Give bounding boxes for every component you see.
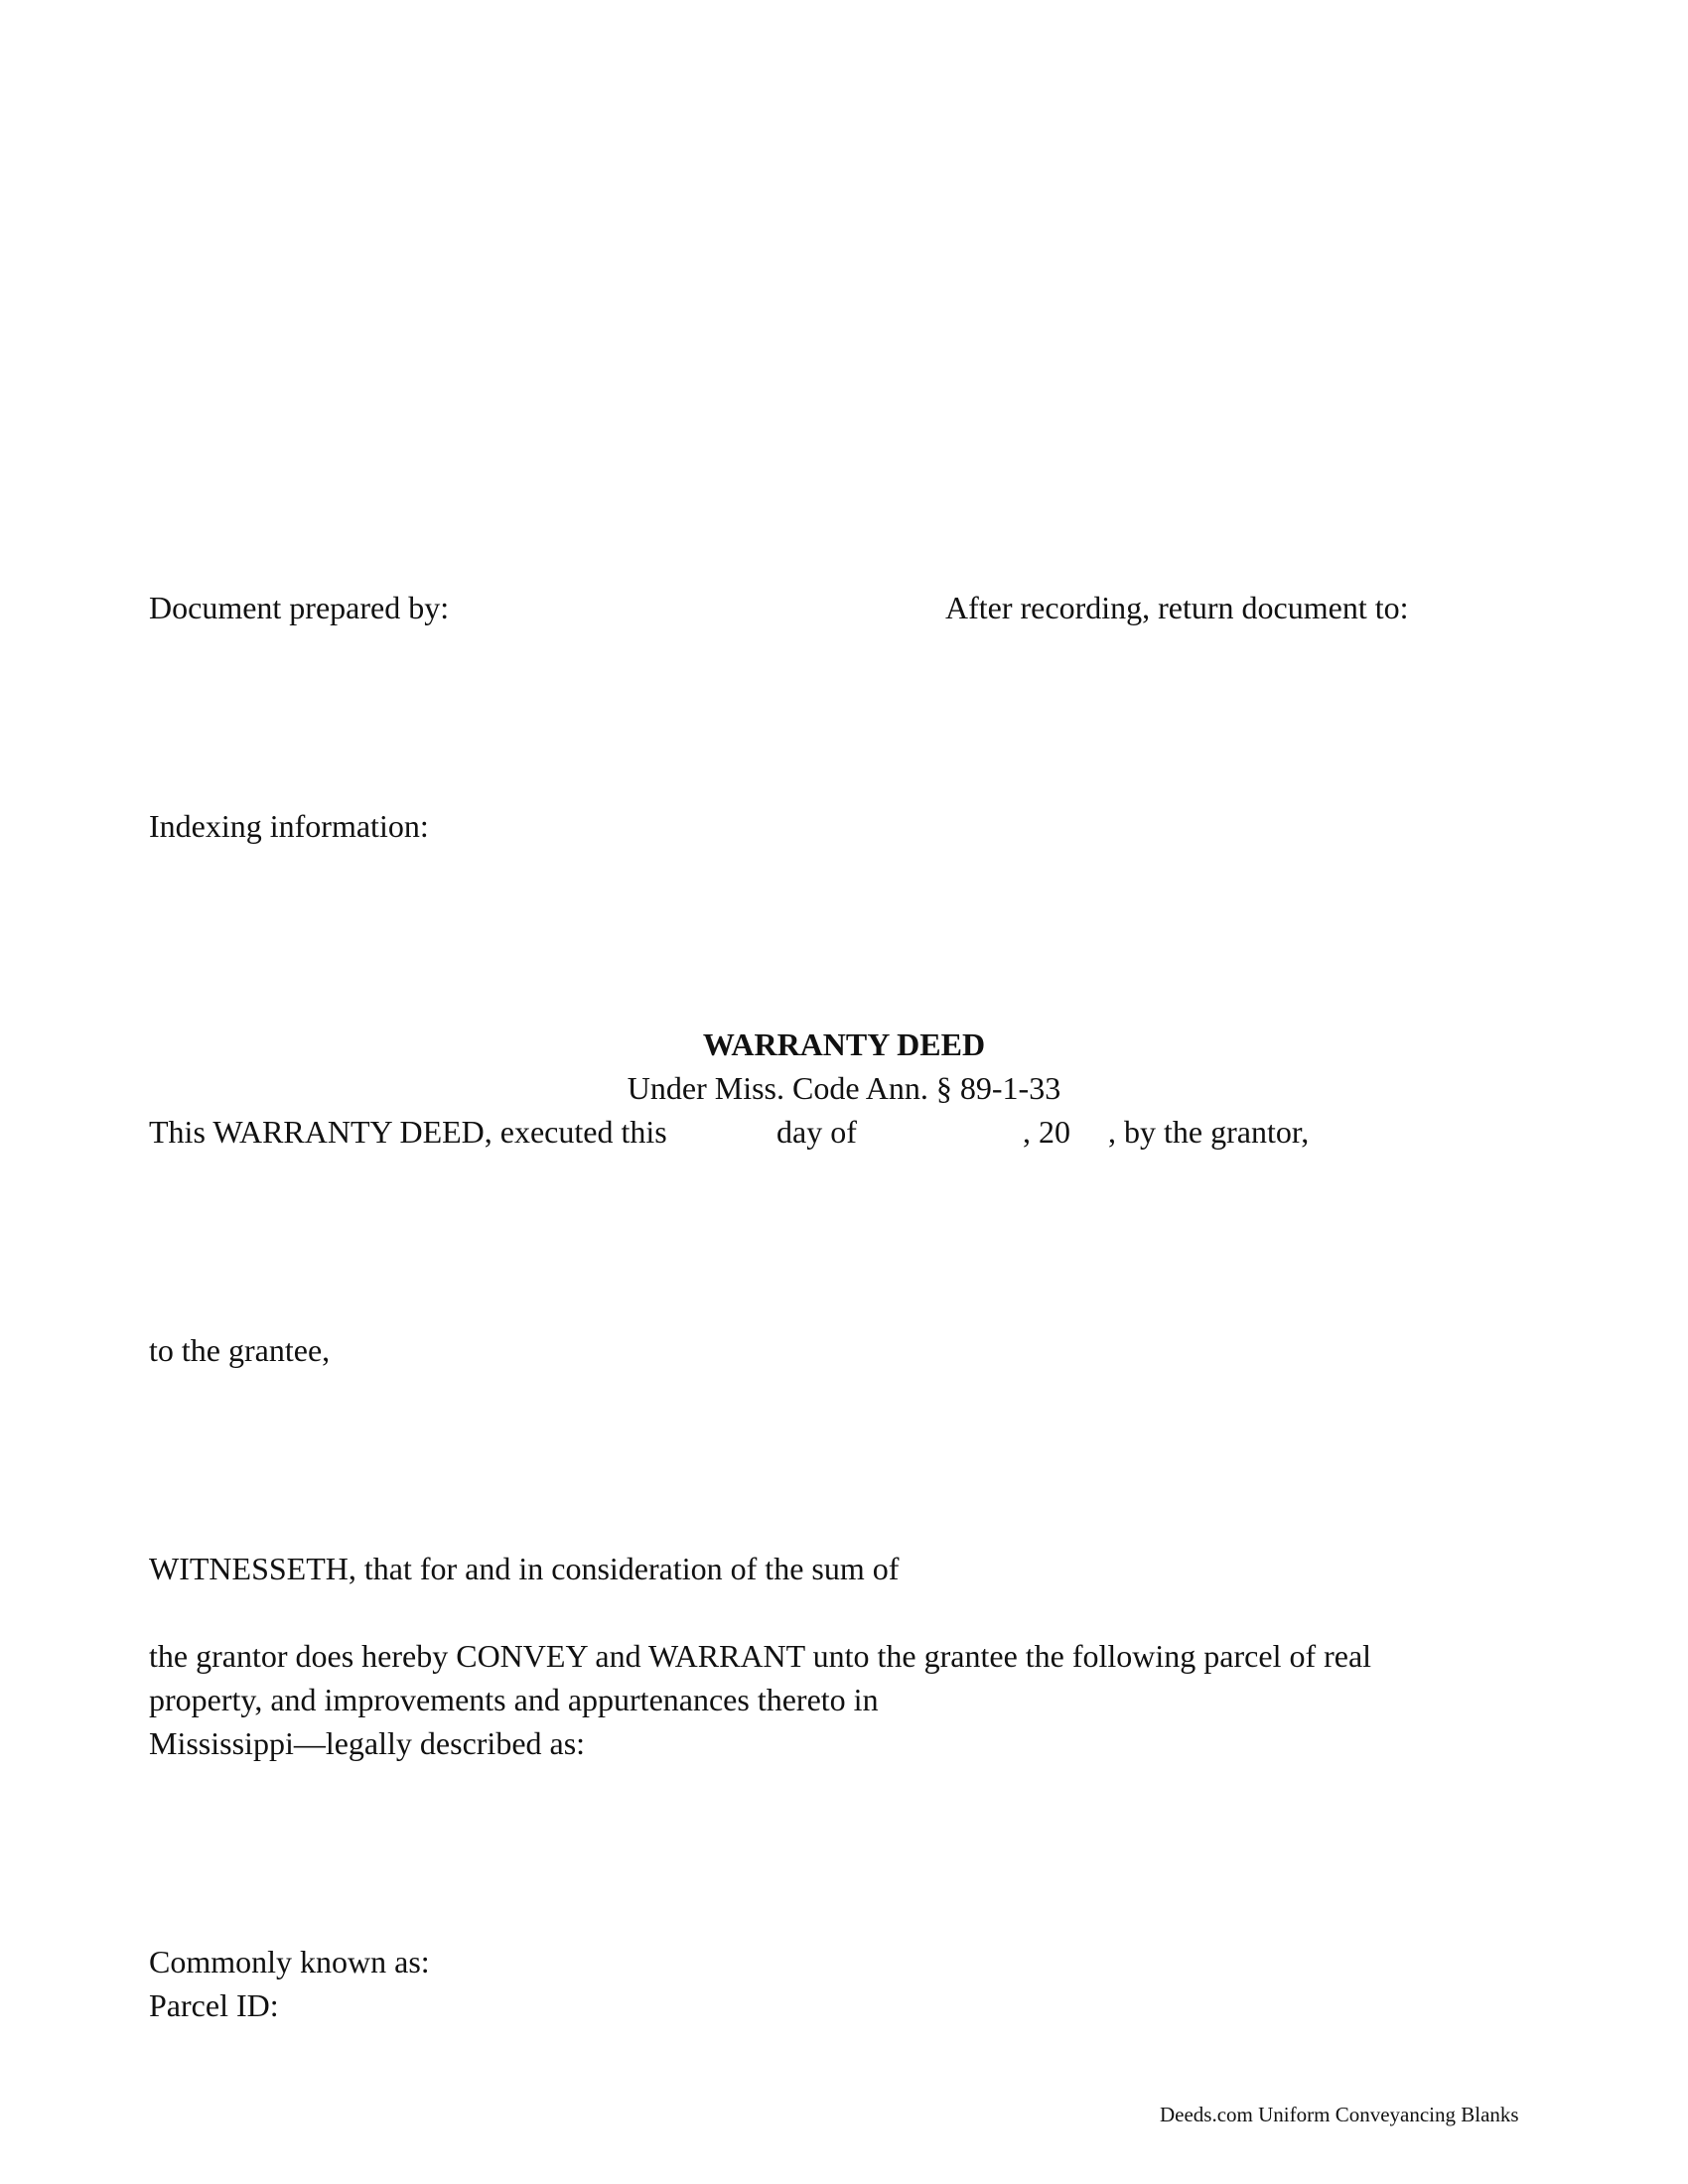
indexing-label: Indexing information: — [149, 808, 429, 844]
parcel-id-label: Parcel ID: — [149, 1987, 279, 2023]
conveyance-line-1: the grantor does hereby CONVEY and WARRANT unto the grantee the following parcel of real — [149, 1638, 1372, 1674]
execution-year-prefix: , 20 — [1023, 1114, 1070, 1150]
footer-text: Deeds.com Uniform Conveyancing Blanks — [1160, 2103, 1519, 2126]
witnesseth-clause: WITNESSETH, that for and in consideration of the sum of — [149, 1551, 900, 1586]
document-title: WARRANTY DEED — [702, 1026, 986, 1062]
execution-day-of: day of — [776, 1114, 857, 1150]
conveyance-line-2: property, and improvements and appurtenances thereto in — [149, 1682, 879, 1717]
execution-by-grantor: , by the grantor, — [1108, 1114, 1310, 1150]
prepared-by-label: Document prepared by: — [149, 590, 450, 625]
conveyance-line-3: Mississippi—legally described as: — [149, 1725, 586, 1761]
statute-reference: Under Miss. Code Ann. § 89-1-33 — [627, 1070, 1061, 1106]
return-to-label: After recording, return document to: — [945, 590, 1409, 625]
commonly-known-label: Commonly known as: — [149, 1944, 430, 1979]
execution-intro: This WARRANTY DEED, executed this — [149, 1114, 667, 1150]
grantee-label: to the grantee, — [149, 1332, 331, 1368]
